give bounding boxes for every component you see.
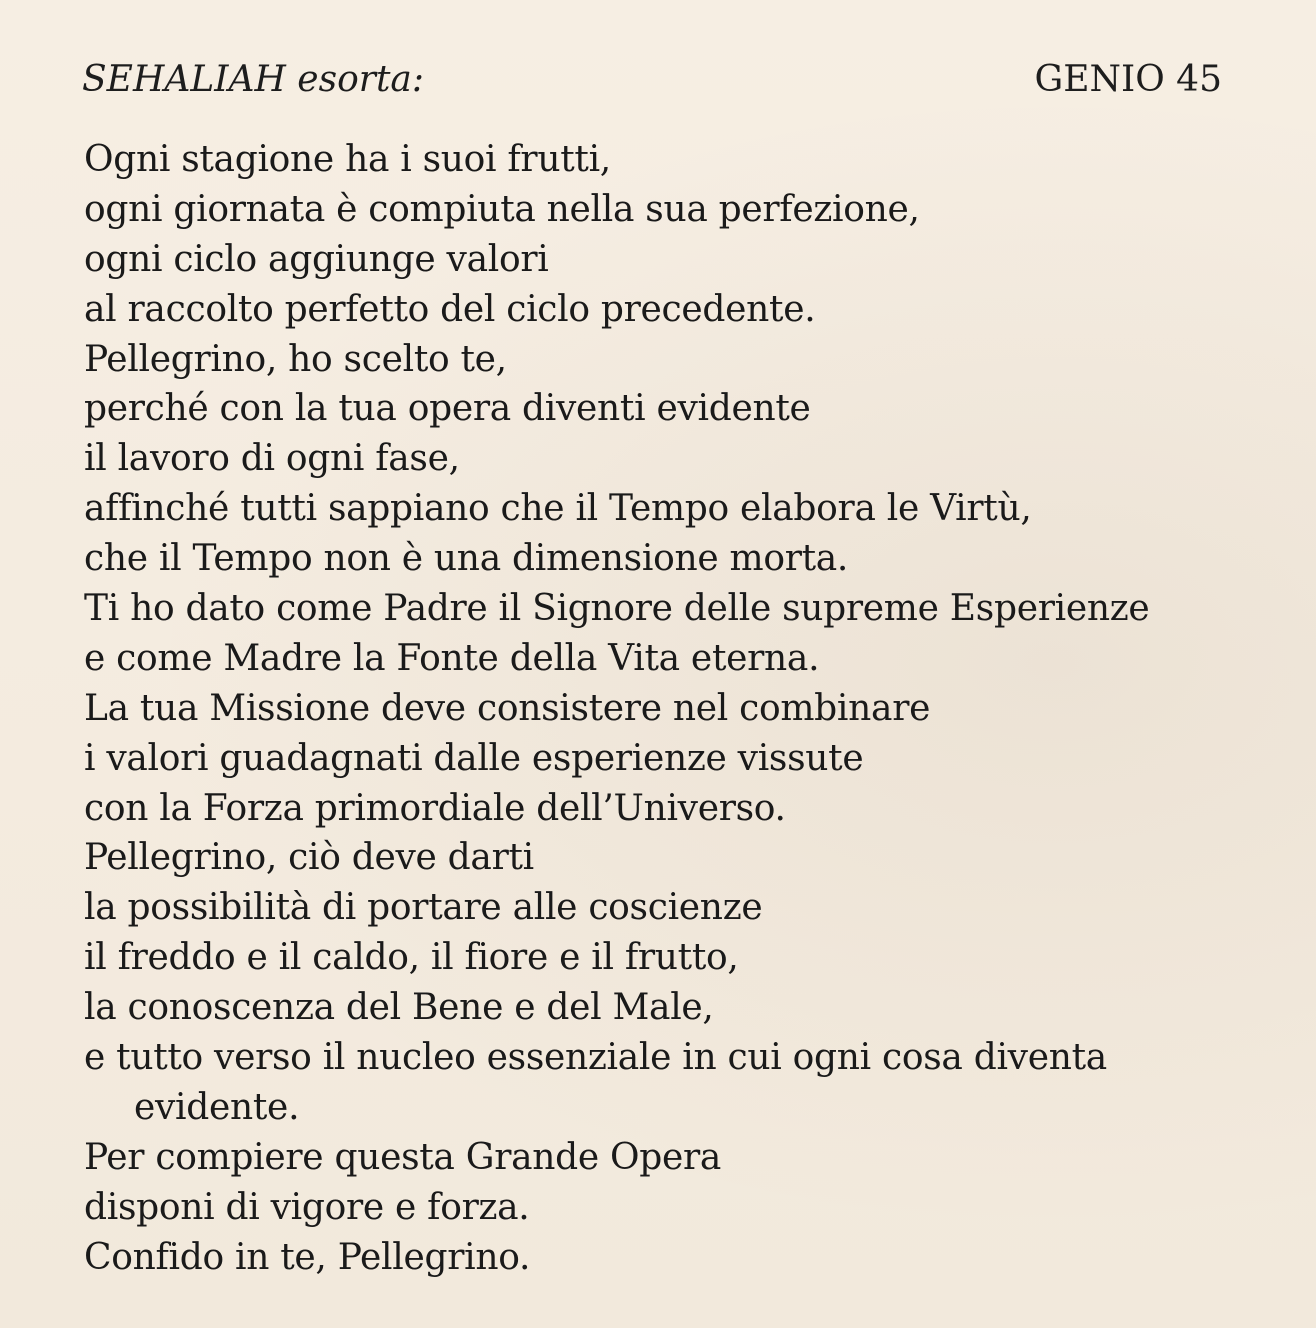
- poem-line: e come Madre la Fonte della Vita eterna.: [84, 637, 820, 679]
- poem-line: al raccolto perfetto del ciclo precedente.: [84, 288, 816, 330]
- poem-line: affinché tutti sappiano che il Tempo elabora le Virtù,: [84, 488, 1032, 530]
- poem-line: perché con la tua opera diventi evidente: [84, 388, 811, 430]
- poem-line: Pellegrino, ciò deve darti: [84, 837, 534, 879]
- poem-line: la possibilità di portare alle coscienze: [84, 887, 763, 929]
- poem-line: Ogni stagione ha i suoi frutti,: [84, 139, 611, 180]
- poem-line: ogni ciclo aggiunge valori: [84, 238, 549, 280]
- poem-line: ogni giornata è compiuta nella sua perfezione,: [84, 188, 920, 230]
- poem-line: Per compiere questa Grande Opera: [84, 1136, 722, 1178]
- poem-line: disponi di vigore e forza.: [84, 1186, 530, 1228]
- poem-line: Confido in te, Pellegrino.: [84, 1236, 531, 1278]
- poem-line: e tutto verso il nucleo essenziale in cui ogni cosa diventa: [84, 1037, 1107, 1079]
- poem-line: Ti ho dato come Padre il Signore delle supreme Esperienze: [84, 588, 1150, 630]
- page-header: [82, 52, 1222, 108]
- poem-line: i valori guadagnati dalle esperienze vissute: [84, 737, 864, 779]
- poem-line: che il Tempo non è una dimensione morta.: [84, 538, 849, 580]
- genius-title: GENIO 45: [1034, 59, 1222, 100]
- poem-line: con la Forza primordiale dell’Universo.: [84, 787, 786, 829]
- poem-text: [84, 135, 1244, 1282]
- poem-line-continuation: evidente.: [134, 1086, 300, 1128]
- poem-line: Pellegrino, ho scelto te,: [84, 338, 507, 380]
- poem-line: il freddo e il caldo, il fiore e il frutto,: [84, 937, 739, 979]
- speaker-heading: SEHALIAH esorta:: [82, 59, 425, 100]
- poem-line: La tua Missione deve consistere nel combinare: [84, 687, 931, 729]
- poem-line: il lavoro di ogni fase,: [84, 438, 460, 480]
- poem-line: la conoscenza del Bene e del Male,: [84, 987, 714, 1029]
